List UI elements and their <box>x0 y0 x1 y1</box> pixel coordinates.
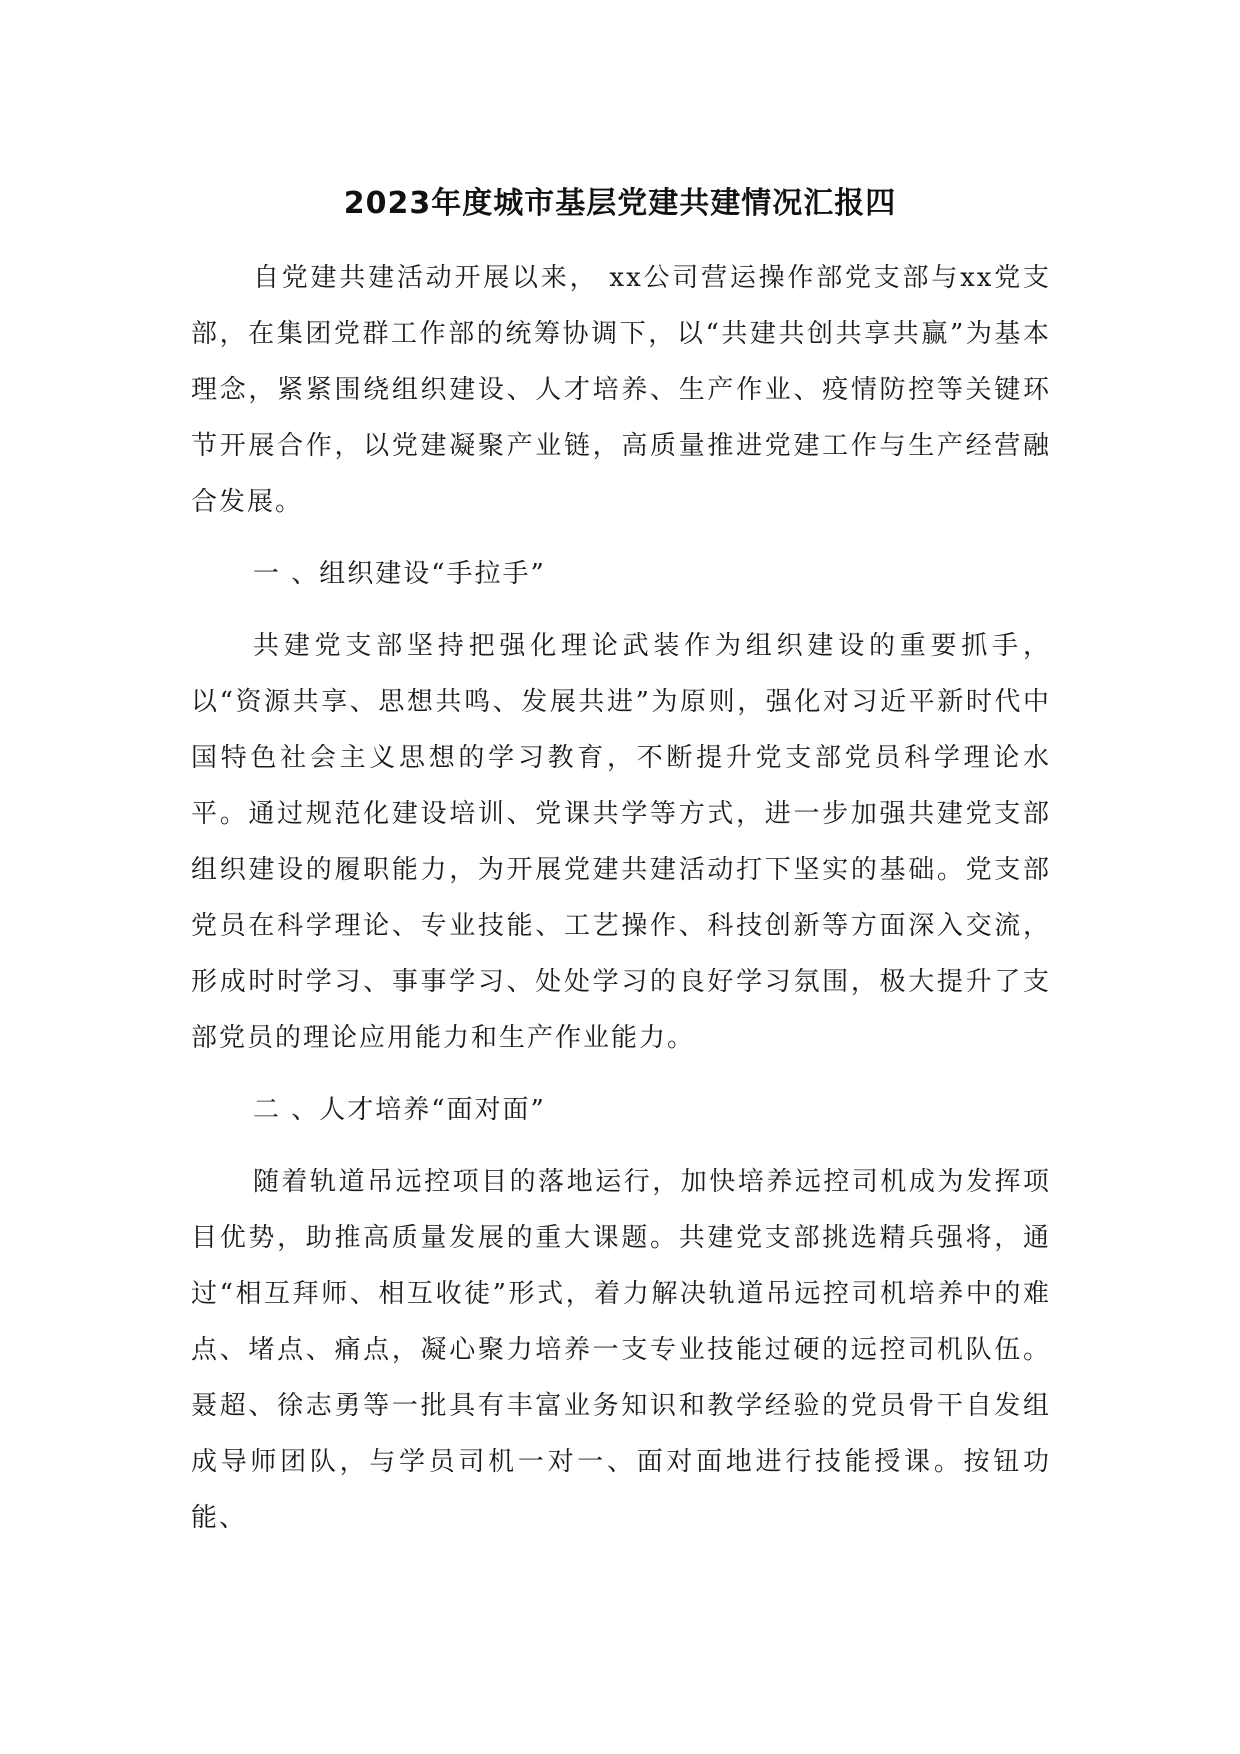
intro-paragraph: 自党建共建活动开展以来， xx公司营运操作部党支部与xx党支部，在集团党群工作部的统筹协调下，以“共建共创共享共赢”为基本理念，紧紧围绕组织建设、人才培养、生产作业、疫情防控等关键环节开展合作，以党建凝聚产业链，高质量推进党建工作与生产经营融合发展。 <box>191 263 1051 517</box>
section-heading-2: 二 、人才培养“面对面” <box>253 1095 546 1125</box>
section-1-paragraph: 共建党支部坚持把强化理论武装作为组织建设的重要抓手，以“资源共享、思想共鸣、发展共进”为原则，强化对习近平新时代中国特色社会主义思想的学习教育，不断提升党支部党员科学理论水平。通过规范化建设培训、党课共学等方式，进一步加强共建党支部组织建设的履职能力，为开展党建共建活动打下坚实的基础。党支部党员在科学理论、专业技能、工艺操作、科技创新等方面深入交流，形成时时学习、事事学习、处处学习的良好学习氛围，极大提升了支部党员的理论应用能力和生产作业能力。 <box>191 631 1051 1053</box>
section-heading-1: 一 、组织建设“手拉手” <box>253 559 546 589</box>
document-body <box>191 250 1051 1562</box>
section-2-paragraph: 随着轨道吊远控项目的落地运行，加快培养远控司机成为发挥项目优势，助推高质量发展的重大课题。共建党支部挑选精兵强将，通过“相互拜师、相互收徒”形式，着力解决轨道吊远控司机培养中的难点、堵点、痛点，凝心聚力培养一支专业技能过硬的远控司机队伍。聂超、徐志勇等一批具有丰富业务知识和教学经验的党员骨干自发组成导师团队，与学员司机一对一、面对面地进行技能授课。按钮功能、 <box>191 1167 1051 1533</box>
document-title: 2023年度城市基层党建共建情况汇报四 <box>343 186 897 221</box>
